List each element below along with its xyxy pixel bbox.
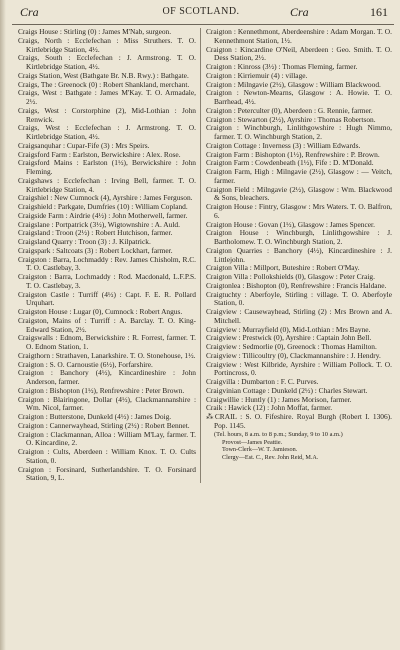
- directory-entry: Craigtuchty : Aberfoyle, Stirling : village. T. O. Aberfoyle Station, 0.: [206, 289, 392, 308]
- directory-entry: Craigview : Murrayfield (0), Mid-Lothian : Mrs Bayne.: [206, 324, 371, 334]
- header-left-word: Cra: [20, 5, 39, 19]
- crail-clergy: Clergy—Est. C., Rev. John Reid, M.A.: [222, 453, 319, 461]
- directory-entry: Craigton House : Winchburgh, Linlithgowshire : J. Bartholomew. T. O. Winchburgh Station, 2.: [206, 228, 392, 246]
- directory-entry: Craigview : Prestwick (0), Ayrshire : Captain John Bell.: [206, 333, 372, 343]
- directory-entry: Craigton : Winchburgh, Linlithgowshire : Hugh Nimmo, farmer. T. O. Winchburgh Station, 2.: [206, 123, 392, 141]
- directory-entry: Craigton : Peterculter (0), Aberdeen : G. Rennie, farmer.: [206, 105, 373, 115]
- directory-entry: Craigton : Cults, Aberdeen : William Knox. T. O. Cults Station, 0.: [18, 447, 196, 465]
- directory-entry: Craigton Farm : Bishopton (1½), Renfrewshire : P. Brown.: [206, 149, 380, 159]
- directory-entry: Craigston : Barra, Lochmaddy : Rod. Macdonald, L.F.P.S. T. O. Castlebay, 3.: [18, 272, 196, 290]
- directory-entry: Craigview : Sedmorlie (0), Greenock : Thomas Hamilton.: [206, 342, 377, 351]
- directory-entry: Craigs, North : Ecclefechan : Miss Struthers. T. O. Kirtlebridge Station, 4½.: [18, 35, 196, 54]
- directory-entry: Craigview : West Kilbride, Ayrshire : William Pollock. T. O. Portincross, 0.: [206, 359, 392, 378]
- directory-entry: Craigston Castle : Turriff (4½) : Capt. F. E. R. Pollard Urquhart.: [18, 289, 196, 308]
- directory-entry: Craigshaws : Ecclefechan : Irving Bell, farmer. T. O. Kirtlebridge Station, 4.: [18, 175, 196, 194]
- left-column: [8, 28, 201, 483]
- directory-entry: Craigton : Clackmannan, Alloa : William M'Lay, farmer. T. O. Kincardine, 2.: [18, 429, 196, 448]
- directory-entry: Craigton Quarries : Banchory (4½), Kincardineshire : J. Littlejohn.: [206, 245, 392, 264]
- directory-entry: Craigston : Barra, Lochmaddy : Rev. James Chisholm, R.C. T. O. Castlebay, 3.: [18, 254, 196, 273]
- directory-entry: Craigs, West : Ecclefechan : J. Armstrong. T. O. Kirtlebridge Station, 4½.: [18, 123, 196, 141]
- directory-entry: Craigton : Newton-Mearns, Glasgow : A. Howie. T. O. Barrhead, 4½.: [206, 88, 392, 106]
- directory-entry: Craigton : Stewarton (2½), Ayrshire : Thomas Robertson.: [206, 114, 376, 124]
- directory-entry: Craigside Farm : Airdrie (4½) : John Motherwell, farmer.: [18, 210, 188, 220]
- directory-entry: Craigton Field : Milngavie (2½), Glasgow : Wm. Blackwood & Sons, bleachers.: [206, 184, 392, 203]
- directory-entry: Craigton Villa : Pollokshields (0), Glasgow : Peter Craig.: [206, 272, 375, 281]
- header-rule: [12, 24, 394, 25]
- directory-entry: Craigton : Kinross (3½) : Thomas Fleming, farmer.: [206, 62, 358, 71]
- directory-entry: Craigvilla : Dumbarton : F. C. Purves.: [206, 377, 319, 386]
- directory-entry: Craigshiel : New Cumnock (4), Ayrshire : James Ferguson.: [18, 193, 193, 203]
- directory-entry: Craigs House : Stirling (0) : James M'Nab, surgeon.: [18, 27, 172, 36]
- directory-entry: Craigton : Kirriemuir (4) : village.: [206, 70, 308, 80]
- directory-entry: Craigslane : Portpatrick (3½), Wigtownshire : A. Auld.: [18, 219, 180, 229]
- directory-entry: Craigvinian Cottage : Dunkeld (2½) : Charles Stewart.: [206, 385, 368, 395]
- directory-entry: Craigview : Causewayhead, Stirling (2) : Mrs Brown and A. Mitchell.: [206, 307, 392, 325]
- directory-entry: Craigsland Quarry : Troon (3) : J. Kilpatrick.: [18, 237, 151, 246]
- directory-entry: Craigton : S. O. Carnoustie (6½), Forfarshire.: [18, 359, 153, 369]
- directory-entry: Craigspark : Saltcoats (3) : Robert Lockhart, farmer.: [18, 245, 173, 255]
- directory-entry: Craigton : Banchory (4½), Kincardineshire : John Anderson, farmer.: [18, 368, 196, 386]
- directory-entry: Craigthorn : Strathaven, Lanarkshire. T. O. Stonehouse, 1½.: [18, 350, 196, 360]
- directory-entry: Craigs, South : Ecclefechan : J. Armstrong. T. O. Kirtlebridge Station, 4½.: [18, 53, 196, 71]
- directory-entry: Craigs, West : Bathgate : James M'Kay. T. O. Armadale, 2½.: [18, 88, 196, 106]
- directory-entry: Craigton House : Govan (1½), Glasgow : James Spencer.: [206, 219, 375, 229]
- directory-entry: ⁂CRAIL : S. O. Fifeshire. Royal Burgh (Robert I. 1306). Pop. 1145.: [206, 412, 392, 430]
- directory-entry: Craigton : Forsinard, Sutherlandshire. T. O. Forsinard Station, 9, L.: [18, 464, 196, 483]
- directory-entry: Craigs, The : Greenock (0) : Robert Shankland, merchant.: [18, 79, 190, 89]
- directory-entry: Craigswalls : Ednom, Berwickshire : R. Forrest, farmer. T. O. Ednom Station, 1.: [18, 333, 196, 351]
- book-spine-shadow: [0, 0, 6, 650]
- directory-entry: Craigton : Milngavie (2½), Glasgow : William Blackwood.: [206, 79, 381, 89]
- crail-town-clerk: Town-Clerk—W. T. Jamieson.: [222, 446, 298, 453]
- directory-entry: Craigsland : Troon (2½) : Robert Hutchison, farmer.: [18, 228, 173, 238]
- header-right-word: Cra: [290, 5, 309, 19]
- directory-entry: Craigston House : Lugar (0), Cumnock : Robert Angus.: [18, 307, 183, 316]
- directory-entry: Craigton Farm : Cowdenbeath (1½), Fife : D. M'Donald.: [206, 158, 374, 168]
- directory-entry: Craigton : Blairingone, Dollar (4½), Clackmannanshire : Wm. Nicol, farmer.: [18, 394, 196, 413]
- directory-entry: Craigton Cottage : Inverness (3) : William Edwards.: [206, 140, 361, 150]
- directory-entry: Craigsanquhar : Cupar-Fife (3) : Mrs Speirs.: [18, 140, 150, 150]
- directory-entry: Craigton : Kincardine O'Neil, Aberdeen : Geo. Smith. T. O. Dess Station, 2½.: [206, 44, 392, 63]
- directory-entry: Craigsford Farm : Earlston, Berwickshire : Alex. Rose.: [18, 149, 181, 159]
- header-title: OF SCOTLAND.: [162, 6, 240, 17]
- page-number: 161: [370, 5, 388, 19]
- directory-entry: Craigton : Kennethmont, Aberdeenshire : Adam Morgan. T. O. Kennethmont Station, 1½.: [206, 27, 392, 45]
- directory-entry: Craigton House : Fintry, Glasgow : Mrs Waters. T. O. Balfron, 6.: [206, 202, 392, 220]
- directory-entry: Craigtonlea : Bishopton (0), Renfrewshire : Francis Haldane.: [206, 280, 387, 290]
- directory-entry: Craigs, West : Corstorphine (2), Mid-Lothian : John Renwick.: [18, 105, 196, 124]
- directory-entry: Craigton : Butterstone, Dunkeld (4½) : James Doig.: [18, 412, 172, 421]
- directory-entry: Craigshield : Parkgate, Dumfries (10) : William Copland.: [18, 202, 188, 211]
- directory-entry: Craigston, Mains of : Turriff : A. Barclay. T. O. King-Edward Station, 2½.: [18, 315, 196, 334]
- directory-entry: Craigwillie : Huntly (1) : James Morison, farmer.: [206, 394, 352, 404]
- directory-entry: Craigton Farm, High : Milngavie (2½), Glasgow : — Veitch, farmer.: [206, 167, 392, 185]
- crail-provost: Provost—James Peattie.: [222, 438, 283, 446]
- columns: [8, 28, 394, 483]
- directory-entry: Craik : Hawick (12) : John Moffat, farmer.: [206, 403, 333, 413]
- directory-entry: Craigsford Mains : Earlston (1½), Berwickshire : John Fleming.: [18, 158, 196, 176]
- crail-telegraph-hours: (Tel. hours, 8 a.m. to 8 p.m.; Sunday, 9 to 10 a.m.): [214, 430, 343, 438]
- directory-entry: Craigview : Tillicoultry (0), Clackmannanshire : J. Hendry.: [206, 350, 381, 360]
- directory-entry: Craigton Villa : Millport, Buteshire : Robert O'May.: [206, 263, 360, 273]
- directory-entry: Craigs Station, West (Bathgate Br. N.B. Rwy.) : Bathgate.: [18, 70, 189, 80]
- directory-entry: Craigton : Cannerwayhead, Stirling (2½) : Robert Bennet.: [18, 420, 190, 430]
- page-header: [8, 4, 394, 22]
- directory-entry: Craigton : Bishopton (1½), Renfrewshire : Peter Brown.: [18, 385, 185, 395]
- right-column: [201, 28, 394, 483]
